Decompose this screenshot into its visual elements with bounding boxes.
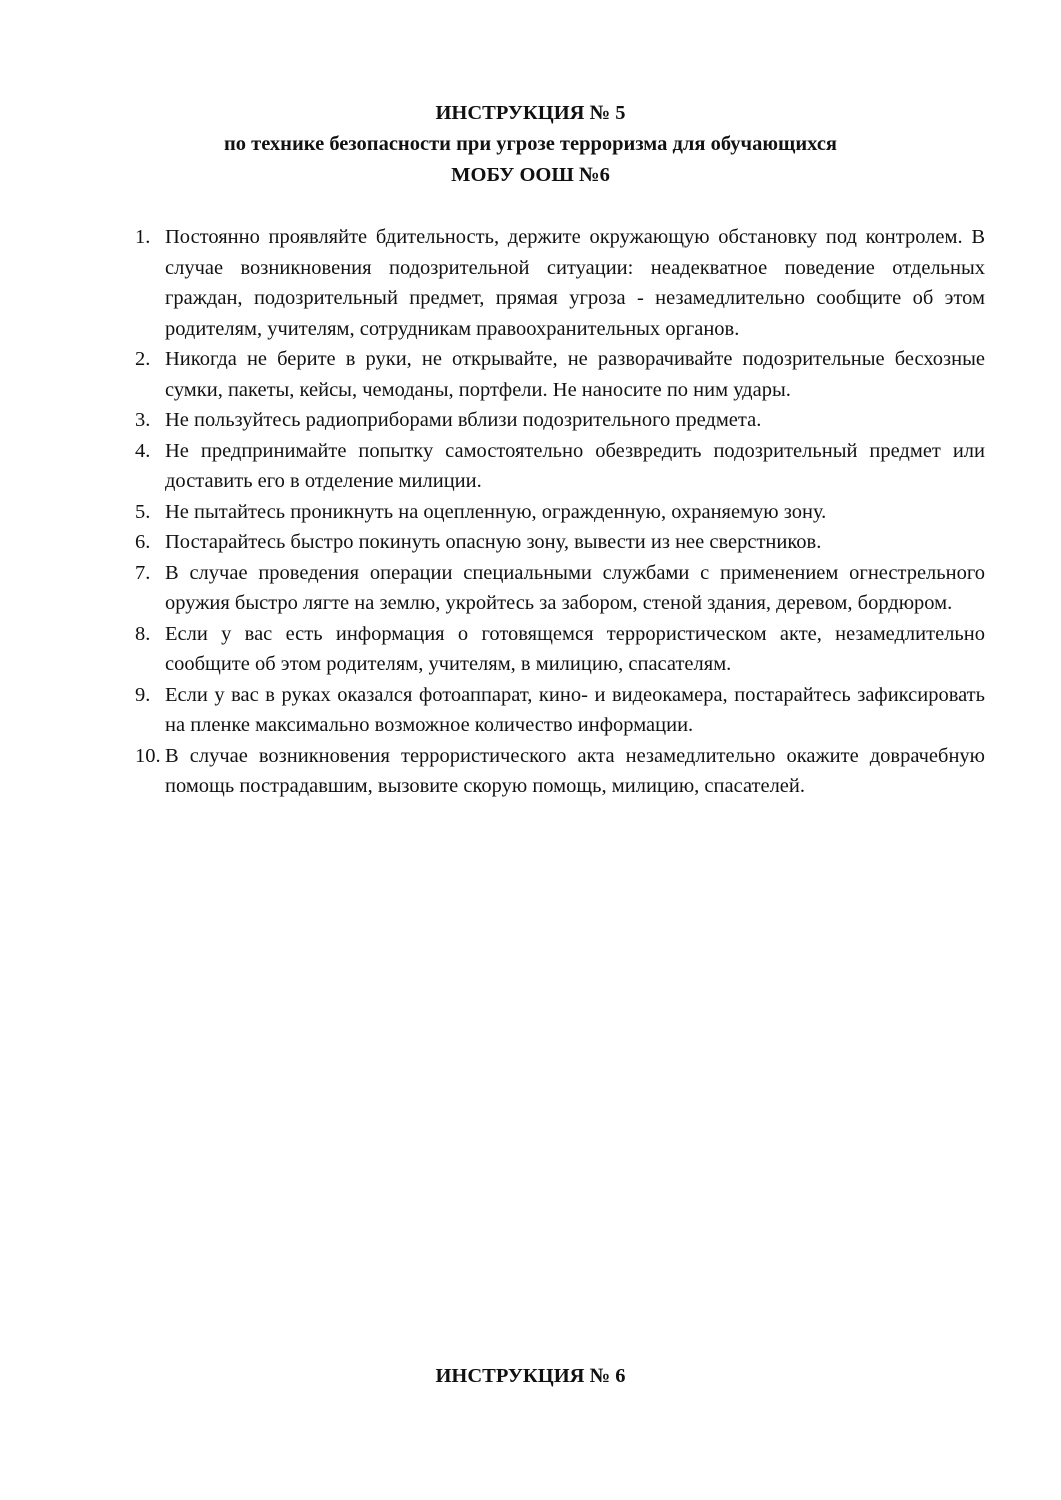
- list-item-number: 6.: [135, 531, 151, 553]
- list-item: [135, 741, 985, 802]
- list-item-number: 1.: [135, 226, 151, 248]
- list-item-text: Если у вас в руках оказался фотоаппарат, кино- и видеокамера, постарайтесь зафиксировать на пленке максимально возможное количество информации.: [165, 683, 985, 736]
- list-item-number: 4.: [135, 439, 151, 462]
- list-item-text: Не предпринимайте попытку самостоятельно обезвредить подозрительный предмет или доставить его в отделение милиции.: [165, 439, 985, 492]
- list-item-text: В случае возникновения террористического акта незамедлительно окажите доврачебную помощь пострадавшим, вызовите скорую помощь, милицию, спасателей.: [165, 744, 985, 797]
- instruction-list: [135, 222, 985, 802]
- list-item: [135, 680, 985, 741]
- instruction-subtitle: по технике безопасности при угрозе терроризма для обучающихся: [223, 133, 838, 155]
- list-item-number: 9.: [135, 683, 151, 706]
- document-header: [0, 98, 1061, 191]
- list-item-text: В случае проведения операции специальными службами с применением огнестрельного оружия быстро лягте на землю, укройтесь за забором, стеной здания, деревом, бордюром.: [165, 561, 985, 614]
- list-item: [135, 222, 985, 344]
- list-item-text: Постарайтесь быстро покинуть опасную зону, вывести из нее сверстников.: [165, 531, 822, 553]
- list-item: [135, 405, 985, 436]
- list-item: [135, 497, 985, 528]
- school-name: МОБУ ООШ №6: [451, 164, 610, 186]
- list-item: [135, 558, 985, 619]
- list-item-text: Не пользуйтесь радиоприборами вблизи подозрительного предмета.: [165, 409, 762, 431]
- next-instruction-title: ИНСТРУКЦИЯ № 6: [435, 1365, 626, 1387]
- list-item: [135, 344, 985, 405]
- list-item-text: Никогда не берите в руки, не открывайте, не разворачивайте подозрительные бесхозные сумки, пакеты, кейсы, чемоданы, портфели. Не наносите по ним удары.: [165, 348, 985, 401]
- list-item-text: Постоянно проявляйте бдительность, держите окружающую обстановку под контролем. В случае возникновения подозрительной ситуации: неадекватное поведение отдельных граждан, подозрительный предмет, прямая угроза - незамедлительно сообщите об этом родителям, учителям, сотрудникам правоохранительных органов.: [165, 226, 985, 340]
- list-item-text: Не пытайтесь проникнуть на оцепленную, огражденную, охраняемую зону.: [165, 500, 827, 523]
- list-item-number: 2.: [135, 348, 151, 370]
- list-item-number: 10.: [135, 744, 161, 767]
- list-item-number: 8.: [135, 622, 151, 645]
- list-item-number: 7.: [135, 561, 151, 584]
- list-item: [135, 527, 985, 558]
- list-item-number: 5.: [135, 500, 151, 523]
- list-item: [135, 436, 985, 497]
- list-item-text: Если у вас есть информация о готовящемся террористическом акте, незамедлительно сообщите об этом родителям, учителям, в милицию, спасателям.: [165, 622, 985, 675]
- instruction-title: ИНСТРУКЦИЯ № 5: [435, 102, 626, 124]
- list-item-number: 3.: [135, 409, 151, 431]
- list-item: [135, 619, 985, 680]
